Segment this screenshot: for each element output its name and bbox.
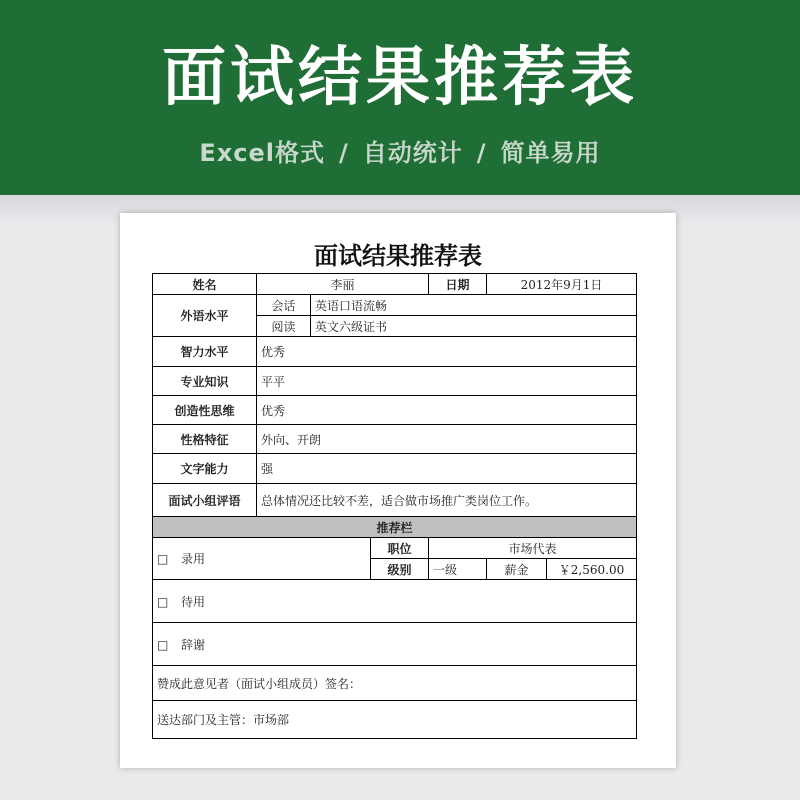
option-hire[interactable] (153, 538, 371, 580)
table-row (153, 337, 637, 367)
salary-value: ￥2,560.00 (547, 559, 637, 580)
row-label: 智力水平 (153, 337, 257, 367)
table-row (153, 623, 637, 666)
table-row (153, 454, 637, 484)
name-label: 姓名 (153, 274, 257, 295)
subtitle-separator: / (476, 139, 487, 167)
table-row (153, 666, 637, 701)
row-label: 文字能力 (153, 454, 257, 484)
row-value: 优秀 (257, 396, 637, 425)
name-value: 李丽 (257, 274, 429, 295)
table-row (153, 274, 637, 295)
checkbox-icon[interactable]: □ (157, 594, 169, 609)
table-row (153, 484, 637, 517)
table-row (153, 517, 637, 538)
banner-title: 面试结果推荐表 (162, 41, 638, 115)
row-label: 创造性思维 (153, 396, 257, 425)
table-row (153, 538, 637, 559)
table-row (153, 580, 637, 623)
table-row (153, 425, 637, 454)
document-title: 面试结果推荐表 (314, 241, 482, 270)
row-label: 面试小组评语 (153, 484, 257, 517)
interview-form-table (152, 273, 637, 739)
subtitle-easy: 简单易用 (500, 139, 601, 167)
salary-label: 薪金 (487, 559, 547, 580)
approval-signature: 赞成此意见者（面试小组成员）签名： (153, 666, 637, 701)
level-label: 级别 (371, 559, 429, 580)
reading-label: 阅读 (257, 316, 311, 337)
subtitle-auto-stats: 自动统计 (362, 139, 463, 167)
row-value: 平平 (257, 367, 637, 396)
table-row (153, 396, 637, 425)
date-label: 日期 (429, 274, 487, 295)
recommend-section-header: 推荐栏 (153, 517, 637, 538)
row-label: 性格特征 (153, 425, 257, 454)
row-value: 总体情况还比较不差，适合做市场推广类岗位工作。 (257, 484, 637, 517)
option-decline-label: 辞谢 (181, 637, 206, 652)
table-row (153, 295, 637, 316)
row-value: 优秀 (257, 337, 637, 367)
checkbox-icon[interactable]: □ (157, 637, 169, 652)
dispatch-department: 送达部门及主管：市场部 (153, 701, 637, 739)
level-value: 一级 (429, 559, 487, 580)
speaking-value: 英语口语流畅 (311, 295, 637, 316)
row-value: 强 (257, 454, 637, 484)
subtitle-format: Excel格式 (199, 139, 326, 167)
option-hire-label: 录用 (181, 552, 206, 566)
speaking-label: 会话 (257, 295, 311, 316)
table-row (153, 367, 637, 396)
header-banner (0, 0, 800, 195)
position-label: 职位 (371, 538, 429, 559)
subtitle-separator: / (339, 139, 349, 167)
option-decline[interactable] (153, 623, 637, 666)
row-value: 外向、开朗 (257, 425, 637, 454)
reading-value: 英文六级证书 (311, 316, 637, 337)
option-pending-label: 待用 (181, 594, 206, 609)
banner-subtitle (0, 137, 800, 169)
document-sheet (120, 213, 676, 768)
row-label: 专业知识 (153, 367, 257, 396)
date-value: 2012年9月1日 (487, 274, 637, 295)
position-value: 市场代表 (429, 538, 637, 559)
table-row (153, 701, 637, 739)
option-pending[interactable] (153, 580, 637, 623)
language-label: 外语水平 (153, 295, 257, 337)
checkbox-icon[interactable]: □ (157, 552, 169, 566)
